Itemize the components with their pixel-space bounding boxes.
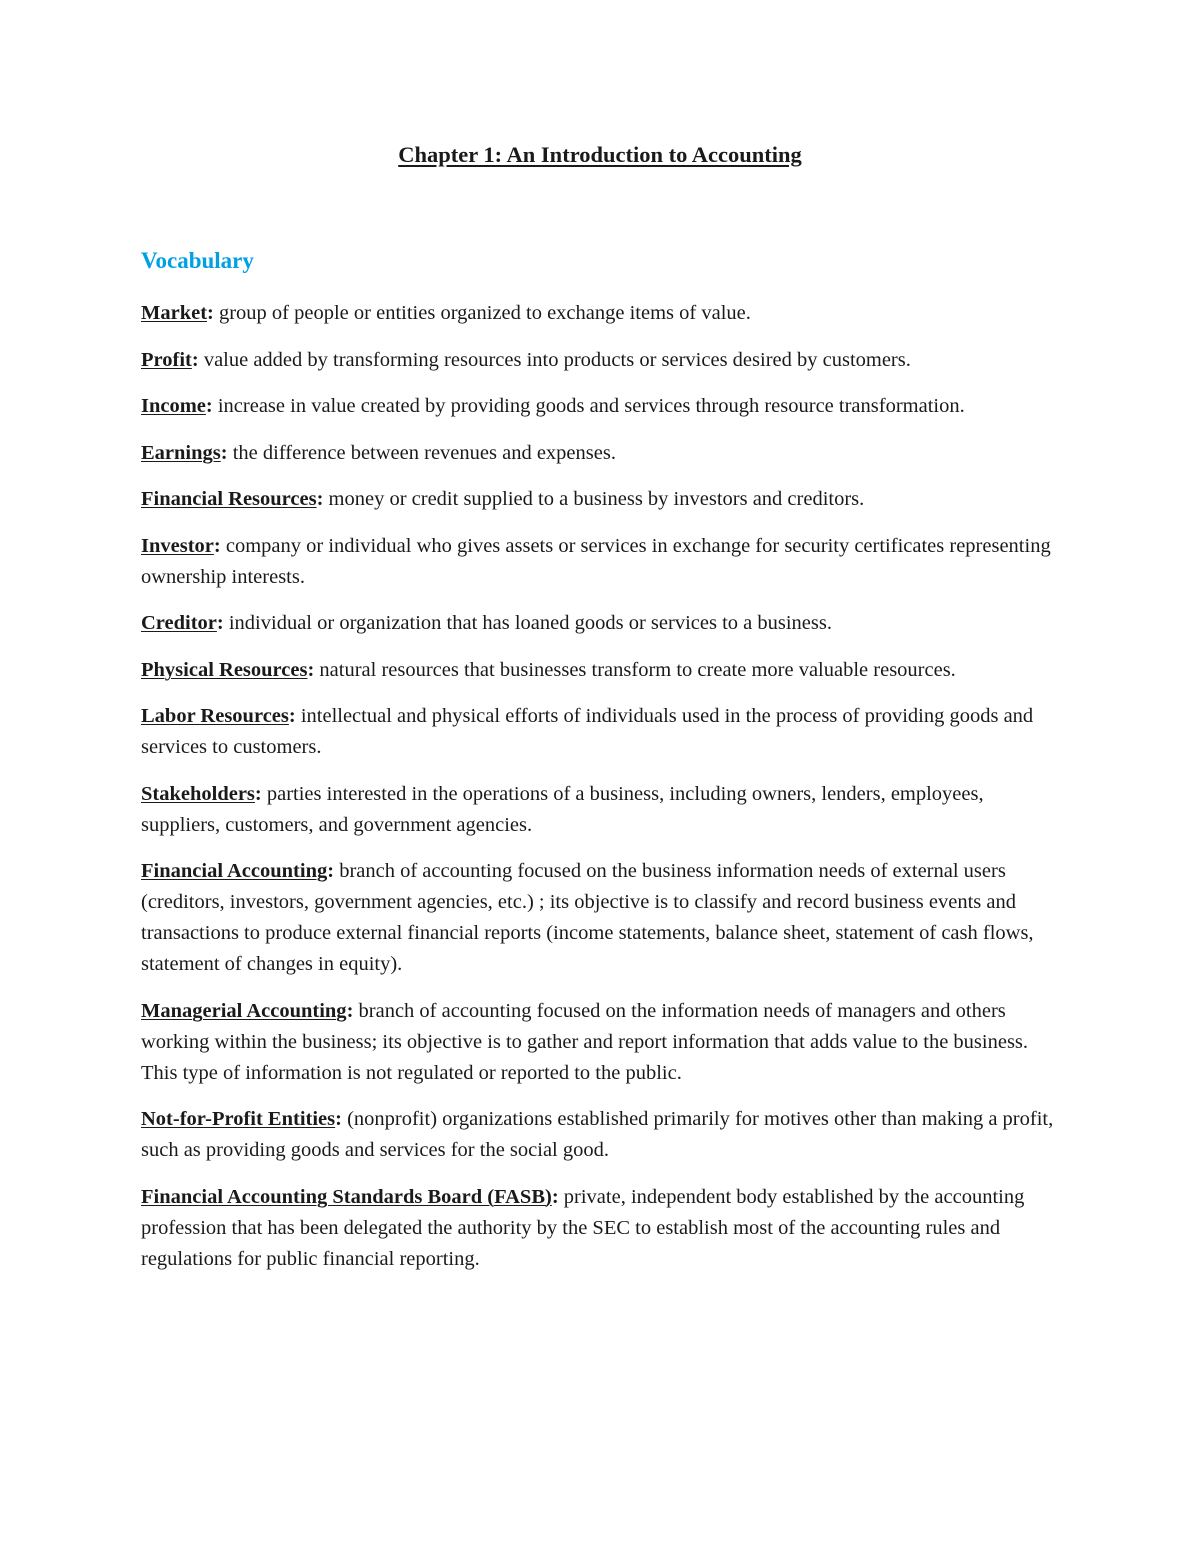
document-title: Chapter 1: An Introduction to Accounting <box>398 142 802 167</box>
vocab-definition: group of people or entities organized to exchange items of value. <box>218 302 751 324</box>
vocab-definition: value added by transforming resources into products or services desired by customers. <box>203 348 911 371</box>
vocab-entry: Labor Resources: intellectual and physical efforts of individuals used in the process of providing goods and services to customers. <box>141 705 1034 758</box>
vocab-term: Earnings <box>141 441 221 464</box>
vocab-definition: branch of accounting focused on the information needs of managers and others working within the business; its objective is to gather and report information that adds value to the business. This type of information is not regulated or reported to the public. <box>141 999 1029 1084</box>
vocab-term: Financial Accounting <box>141 860 328 882</box>
vocab-entry: Stakeholders: parties interested in the operations of a business, including owners, lenders, employees, suppliers, customers, and government agencies. <box>141 782 984 836</box>
vocab-term: Not-for-Profit Entities <box>141 1108 336 1130</box>
vocab-entry: Earnings: the difference between revenues and expenses. <box>141 441 616 464</box>
vocab-definition: money or credit supplied to a business by investors and creditors. <box>328 488 865 510</box>
vocab-entry: Physical Resources: natural resources that businesses transform to create more valuable resources. <box>141 658 956 681</box>
vocab-term: Physical Resources <box>141 658 308 681</box>
vocab-term: Financial Resources <box>141 488 317 510</box>
vocab-definition: parties interested in the operations of a business, including owners, lenders, employees, suppliers, customers, and government agencies. <box>141 782 984 836</box>
vocab-entry: Market: group of people or entities organized to exchange items of value. <box>141 302 751 324</box>
vocab-entry: Managerial Accounting: branch of accounting focused on the information needs of managers and others working within the business; its objective is to gather and report information that adds value to the business. This type of information is not regulated or reported to the public. <box>141 999 1029 1084</box>
vocab-term: Labor Resources <box>141 705 289 727</box>
vocab-term: Market <box>141 302 208 324</box>
vocab-definition: branch of accounting focused on the business information needs of external users (creditors, investors, government agencies, etc.) ; its objective is to classify and record business events and transactions to produce external financial reports (income statements, balance sheet, statement of cash flows, statement of changes in equity). <box>141 860 1034 975</box>
vocab-term: Income <box>141 395 206 417</box>
vocab-term: Investor <box>141 534 214 557</box>
vocab-definition: company or individual who gives assets or services in exchange for security certificates representing ownership interests. <box>141 534 1051 588</box>
vocab-term: Stakeholders <box>141 782 255 805</box>
vocab-definition: intellectual and physical efforts of individuals used in the process of providing goods and services to customers. <box>141 705 1034 758</box>
vocab-entry: Income: increase in value created by providing goods and services through resource transformation. <box>141 395 965 417</box>
vocab-definition: increase in value created by providing goods and services through resource transformation. <box>217 395 965 417</box>
vocab-entry: Financial Accounting Standards Board (FASB): private, independent body established by the accounting profession that has been delegated the authority by the SEC to establish most of the accounting rules and regulations for public financial reporting. <box>141 1185 1025 1270</box>
vocab-entry: Creditor: individual or organization that has loaned goods or services to a business. <box>141 612 832 634</box>
vocab-definition: individual or organization that has loaned goods or services to a business. <box>228 612 832 634</box>
vocab-term: Profit <box>141 348 192 371</box>
vocab-entry: Profit: value added by transforming resources into products or services desired by customers. <box>141 348 911 371</box>
section-heading-vocabulary: Vocabulary <box>141 248 254 273</box>
vocab-entry: Not-for-Profit Entities: (nonprofit) organizations established primarily for motives other than making a profit, such as providing goods and services for the social good. <box>141 1108 1054 1161</box>
vocab-definition: natural resources that businesses transform to create more valuable resources. <box>319 658 956 681</box>
vocab-term: Financial Accounting Standards Board (FASB) <box>141 1185 552 1208</box>
vocab-entry: Investor: company or individual who gives assets or services in exchange for security certificates representing ownership interests. <box>141 534 1051 588</box>
vocab-entry: Financial Accounting: branch of accounting focused on the business information needs of external users (creditors, investors, government agencies, etc.) ; its objective is to classify and record business events and transactions to produce external financial reports (income statements, balance sheet, statement of cash flows, statement of changes in equity). <box>141 860 1034 975</box>
vocab-definition: private, independent body established by the accounting profession that has been delegated the authority by the SEC to establish most of the accounting rules and regulations for public financial reporting. <box>141 1185 1025 1270</box>
vocab-definition: (nonprofit) organizations established primarily for motives other than making a profit, such as providing goods and services for the social good. <box>141 1108 1054 1161</box>
vocab-term: Creditor <box>141 612 217 634</box>
vocab-term: Managerial Accounting <box>141 999 347 1022</box>
vocab-entry: Financial Resources: money or credit supplied to a business by investors and creditors. <box>141 488 865 510</box>
vocab-definition: the difference between revenues and expenses. <box>232 441 616 464</box>
vocabulary-list <box>141 298 1063 1290</box>
